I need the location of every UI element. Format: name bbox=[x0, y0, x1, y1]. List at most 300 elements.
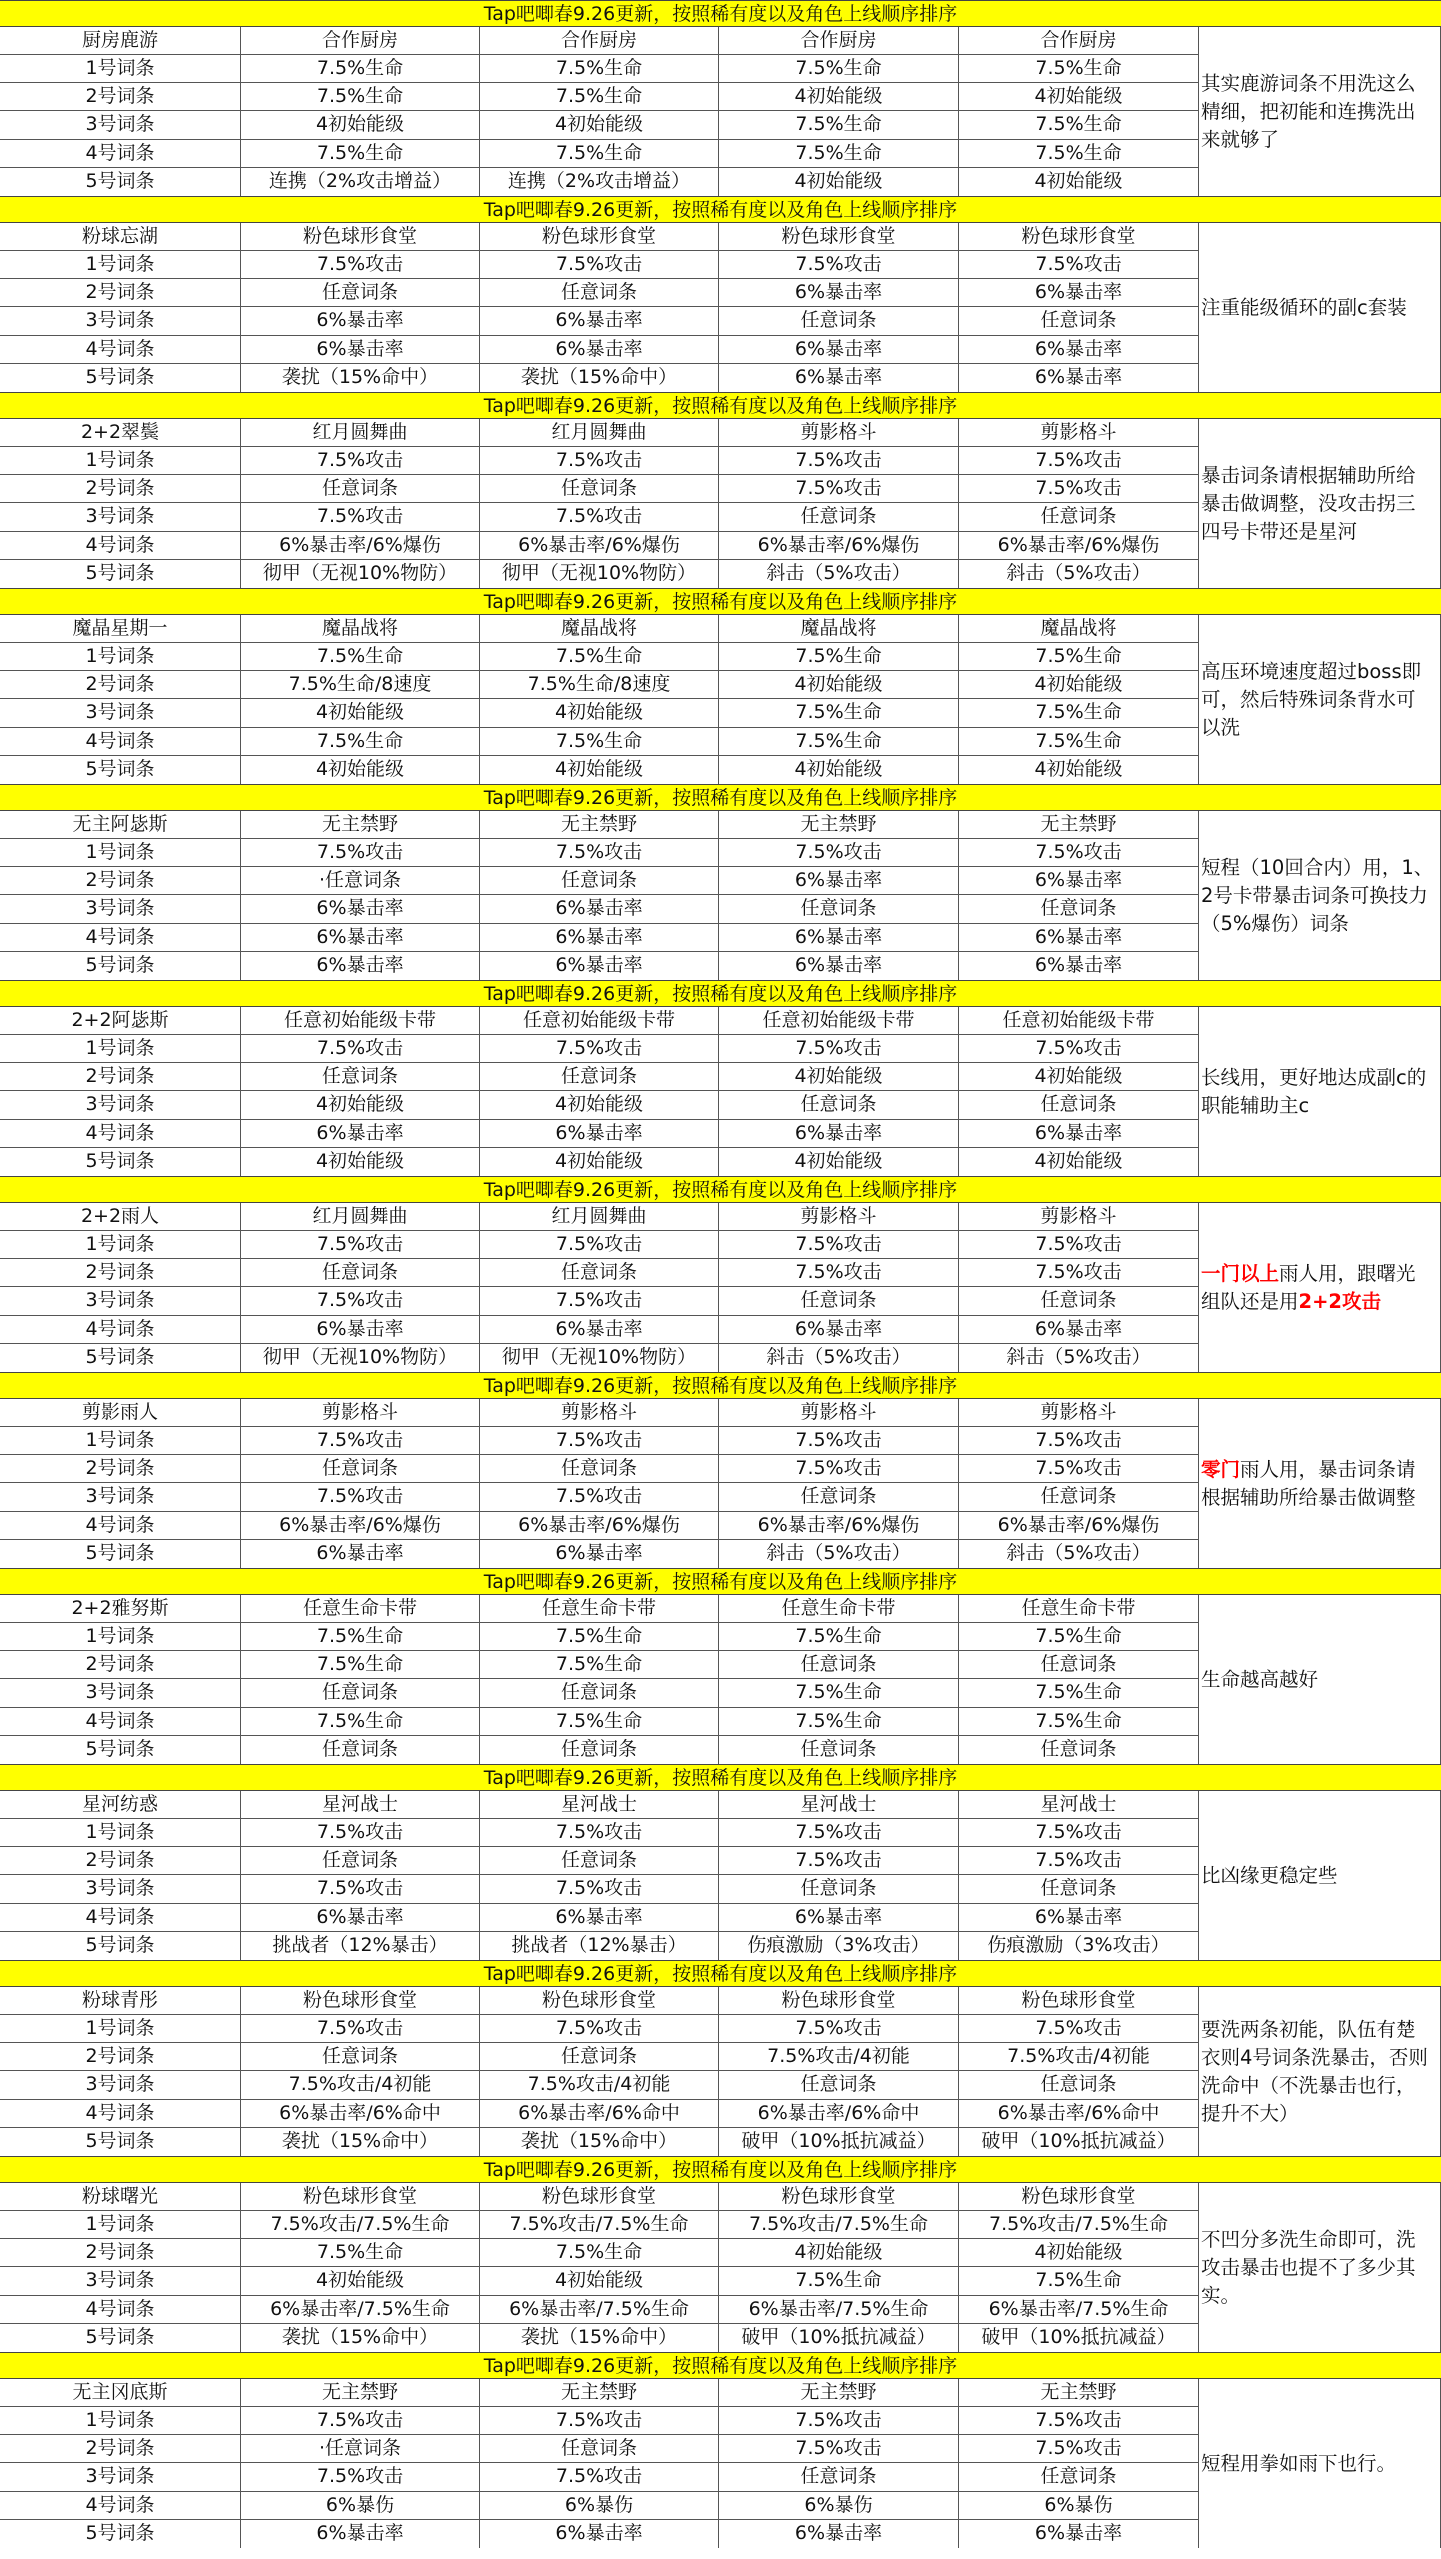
build-table bbox=[0, 1007, 1199, 1176]
slot-label-cell: 2号词条 bbox=[0, 671, 241, 698]
slot-label-cell: 5号词条 bbox=[0, 1932, 241, 1960]
table-cell: 7.5%攻击 bbox=[480, 1875, 719, 1902]
table-cell: 粉色球形食堂 bbox=[959, 223, 1199, 250]
slot-label-cell: 4号词条 bbox=[0, 2492, 241, 2519]
table-cell: 6%暴击率/6%爆伤 bbox=[719, 1512, 959, 1539]
slot-label-cell: 3号词条 bbox=[0, 895, 241, 922]
table-cell: 7.5%生命 bbox=[241, 728, 480, 755]
table-cell: 破甲（10%抵抗减益） bbox=[719, 2324, 959, 2352]
table-cell: 合作厨房 bbox=[241, 27, 480, 54]
table-cell: 6%暴击率 bbox=[719, 1316, 959, 1343]
table-cell: 6%暴击率 bbox=[719, 1904, 959, 1931]
slot-label-cell: 1号词条 bbox=[0, 1819, 241, 1846]
slot-label-cell: 1号词条 bbox=[0, 1623, 241, 1650]
table-row bbox=[0, 1035, 1199, 1063]
table-cell: 4初始能级 bbox=[959, 756, 1199, 784]
build-table bbox=[0, 1399, 1199, 1568]
table-cell: 7.5%攻击 bbox=[480, 1035, 719, 1062]
table-cell: 7.5%生命 bbox=[959, 2267, 1199, 2294]
table-cell: 魔晶战将 bbox=[719, 615, 959, 642]
table-cell: 7.5%攻击 bbox=[480, 2463, 719, 2490]
slot-label-cell: 4号词条 bbox=[0, 336, 241, 363]
table-cell: 7.5%生命 bbox=[480, 643, 719, 670]
note-cell bbox=[1199, 1007, 1441, 1176]
table-header-row bbox=[0, 2183, 1199, 2211]
table-cell: 任意词条 bbox=[480, 1455, 719, 1482]
table-cell: 任意词条 bbox=[480, 475, 719, 502]
table-cell: 7.5%攻击 bbox=[241, 2463, 480, 2490]
table-cell: 6%暴击率 bbox=[241, 1316, 480, 1343]
table-cell: 6%暴击率 bbox=[719, 364, 959, 392]
table-row bbox=[0, 2128, 1199, 2156]
table-cell: 7.5%生命 bbox=[719, 2267, 959, 2294]
table-cell: 7.5%生命 bbox=[241, 83, 480, 110]
table-cell: 7.5%攻击 bbox=[959, 2407, 1199, 2434]
table-cell: 7.5%生命 bbox=[959, 55, 1199, 82]
banner-header: Tap吧唧春9.26更新，按照稀有度以及角色上线顺序排序 bbox=[0, 784, 1441, 811]
table-cell: 7.5%攻击 bbox=[719, 251, 959, 278]
table-cell: 彻甲（无视10%物防） bbox=[480, 560, 719, 588]
slot-label-cell: 3号词条 bbox=[0, 1091, 241, 1118]
table-row bbox=[0, 1904, 1199, 1932]
table-row bbox=[0, 1259, 1199, 1287]
table-cell: 6%暴击率 bbox=[480, 895, 719, 922]
table-row bbox=[0, 2267, 1199, 2295]
table-cell: 7.5%攻击 bbox=[719, 475, 959, 502]
table-cell: 6%暴伤 bbox=[959, 2492, 1199, 2519]
table-row bbox=[0, 728, 1199, 756]
table-cell: 红月圆舞曲 bbox=[480, 419, 719, 446]
table-cell: 6%暴击率 bbox=[959, 364, 1199, 392]
table-cell: 剪影格斗 bbox=[959, 419, 1199, 446]
table-row bbox=[0, 2211, 1199, 2239]
table-cell: 7.5%攻击 bbox=[241, 447, 480, 474]
table-row bbox=[0, 1651, 1199, 1679]
table-cell: 7.5%生命 bbox=[480, 1623, 719, 1650]
table-row bbox=[0, 560, 1199, 588]
table-cell: 4初始能级 bbox=[719, 1063, 959, 1090]
slot-label-cell: 4号词条 bbox=[0, 1708, 241, 1735]
table-cell: 破甲（10%抵抗减益） bbox=[959, 2324, 1199, 2352]
build-block bbox=[0, 811, 1441, 980]
slot-label-cell: 5号词条 bbox=[0, 2128, 241, 2156]
slot-label-cell: 2号词条 bbox=[0, 2239, 241, 2266]
table-cell: 7.5%生命 bbox=[719, 1679, 959, 1706]
table-cell: 6%暴击率 bbox=[959, 1316, 1199, 1343]
table-header-row bbox=[0, 1595, 1199, 1623]
table-cell: 7.5%攻击 bbox=[959, 1847, 1199, 1874]
slot-label-cell: 2号词条 bbox=[0, 1651, 241, 1678]
table-row bbox=[0, 1847, 1199, 1875]
table-cell: 6%暴击率 bbox=[241, 1904, 480, 1931]
note-highlight: 零门 bbox=[1201, 1457, 1241, 1481]
table-row bbox=[0, 1623, 1199, 1651]
table-cell: 7.5%生命 bbox=[959, 1708, 1199, 1735]
table-cell: 任意词条 bbox=[241, 1455, 480, 1482]
slot-label-cell: 3号词条 bbox=[0, 503, 241, 530]
slot-label-cell: 5号词条 bbox=[0, 1736, 241, 1764]
table-cell: 任意词条 bbox=[241, 1847, 480, 1874]
note-fragment: 生命越高越好 bbox=[1201, 1667, 1319, 1691]
table-cell: 粉色球形食堂 bbox=[241, 1987, 480, 2014]
table-cell: 6%暴击率 bbox=[480, 1904, 719, 1931]
table-row bbox=[0, 1063, 1199, 1091]
table-row bbox=[0, 83, 1199, 111]
table-cell: 无主禁野 bbox=[959, 2379, 1199, 2406]
table-cell: 4初始能级 bbox=[241, 1148, 480, 1176]
character-name-cell: 2+2翠鬓 bbox=[0, 419, 241, 446]
table-header-row bbox=[0, 27, 1199, 55]
note-text bbox=[1201, 1666, 1318, 1694]
table-cell: 任意词条 bbox=[959, 1875, 1199, 1902]
table-cell: 4初始能级 bbox=[480, 111, 719, 138]
character-name-cell: 2+2雨人 bbox=[0, 1203, 241, 1230]
table-cell: 6%暴击率/6%爆伤 bbox=[480, 1512, 719, 1539]
table-cell: 4初始能级 bbox=[241, 699, 480, 726]
table-cell: 7.5%攻击/7.5%生命 bbox=[241, 2211, 480, 2238]
table-cell: 7.5%攻击 bbox=[480, 1483, 719, 1510]
table-cell: 7.5%攻击 bbox=[959, 1259, 1199, 1286]
table-cell: 剪影格斗 bbox=[480, 1399, 719, 1426]
note-fragment: 暴击词条请根据辅助所给暴击做调整，没攻击拐三四号卡带还是星河 bbox=[1201, 463, 1416, 543]
note-cell bbox=[1199, 615, 1441, 784]
table-cell: 任意词条 bbox=[959, 1651, 1199, 1678]
table-cell: 任意初始能级卡带 bbox=[241, 1007, 480, 1034]
table-cell: 6%暴击率 bbox=[241, 1540, 480, 1568]
slot-label-cell: 1号词条 bbox=[0, 55, 241, 82]
table-cell: 7.5%生命 bbox=[241, 2239, 480, 2266]
table-cell: 6%暴击率 bbox=[719, 279, 959, 306]
note-text bbox=[1201, 462, 1434, 546]
table-row bbox=[0, 279, 1199, 307]
table-cell: 伤痕激励（3%攻击） bbox=[959, 1932, 1199, 1960]
slot-label-cell: 4号词条 bbox=[0, 924, 241, 951]
table-cell: 4初始能级 bbox=[719, 2239, 959, 2266]
slot-label-cell: 2号词条 bbox=[0, 2435, 241, 2462]
build-table bbox=[0, 1203, 1199, 1372]
table-cell: 7.5%攻击 bbox=[719, 1819, 959, 1846]
table-cell: 任意词条 bbox=[959, 1736, 1199, 1764]
table-cell: 斜击（5%攻击） bbox=[719, 1540, 959, 1568]
character-name-cell: 粉球曙光 bbox=[0, 2183, 241, 2210]
table-row bbox=[0, 1091, 1199, 1119]
table-cell: 6%暴击率 bbox=[959, 924, 1199, 951]
slot-label-cell: 5号词条 bbox=[0, 364, 241, 392]
table-cell: 4初始能级 bbox=[719, 83, 959, 110]
table-cell: 无主禁野 bbox=[480, 811, 719, 838]
table-cell: 挑战者（12%暴击） bbox=[480, 1932, 719, 1960]
table-cell: 任意初始能级卡带 bbox=[959, 1007, 1199, 1034]
table-cell: 6%暴击率/7.5%生命 bbox=[480, 2296, 719, 2323]
table-cell: 7.5%生命 bbox=[241, 1708, 480, 1735]
table-cell: 6%暴击率 bbox=[480, 924, 719, 951]
table-cell: 6%暴击率 bbox=[480, 307, 719, 334]
table-cell: 7.5%生命 bbox=[241, 643, 480, 670]
table-cell: 7.5%攻击/7.5%生命 bbox=[480, 2211, 719, 2238]
table-row bbox=[0, 2463, 1199, 2491]
table-cell: 任意词条 bbox=[480, 1736, 719, 1764]
character-name-cell: 厨房鹿游 bbox=[0, 27, 241, 54]
build-table bbox=[0, 811, 1199, 980]
note-cell bbox=[1199, 1987, 1441, 2156]
table-cell: 4初始能级 bbox=[480, 699, 719, 726]
build-block bbox=[0, 2183, 1441, 2352]
table-cell: 7.5%攻击 bbox=[959, 1231, 1199, 1258]
table-cell: 袭扰（15%命中） bbox=[241, 2128, 480, 2156]
table-cell: 6%暴击率 bbox=[959, 279, 1199, 306]
table-row bbox=[0, 1483, 1199, 1511]
table-cell: 6%暴伤 bbox=[719, 2492, 959, 2519]
table-row bbox=[0, 336, 1199, 364]
table-cell: 4初始能级 bbox=[241, 1091, 480, 1118]
table-cell: 任意词条 bbox=[959, 1483, 1199, 1510]
table-row bbox=[0, 1231, 1199, 1259]
table-row bbox=[0, 2407, 1199, 2435]
build-block bbox=[0, 223, 1441, 392]
note-fragment: 比凶缘更稳定些 bbox=[1201, 1863, 1338, 1887]
table-row bbox=[0, 2492, 1199, 2520]
build-block bbox=[0, 1007, 1441, 1176]
note-cell bbox=[1199, 1595, 1441, 1764]
table-cell: 7.5%攻击 bbox=[719, 839, 959, 866]
banner-header: Tap吧唧春9.26更新，按照稀有度以及角色上线顺序排序 bbox=[0, 196, 1441, 223]
table-header-row bbox=[0, 419, 1199, 447]
slot-label-cell: 5号词条 bbox=[0, 168, 241, 196]
table-row bbox=[0, 1708, 1199, 1736]
build-block bbox=[0, 615, 1441, 784]
table-cell: 剪影格斗 bbox=[959, 1203, 1199, 1230]
table-cell: 6%暴击率 bbox=[959, 1904, 1199, 1931]
note-fragment: 长线用，更好地达成副c的职能辅助主c bbox=[1201, 1065, 1427, 1117]
table-cell: 任意词条 bbox=[959, 895, 1199, 922]
table-cell: 6%暴击率 bbox=[959, 336, 1199, 363]
table-row bbox=[0, 2071, 1199, 2099]
table-cell: 7.5%攻击 bbox=[480, 1819, 719, 1846]
table-cell: 剪影格斗 bbox=[241, 1399, 480, 1426]
table-cell: 6%暴击率/6%命中 bbox=[719, 2100, 959, 2127]
slot-label-cell: 2号词条 bbox=[0, 1259, 241, 1286]
table-cell: 7.5%攻击 bbox=[959, 251, 1199, 278]
note-fragment: 雨人用，暴击词条请根据辅助所给暴击做调整 bbox=[1201, 1457, 1416, 1509]
table-cell: 6%暴击率/6%爆伤 bbox=[241, 532, 480, 559]
table-cell: 7.5%生命 bbox=[719, 699, 959, 726]
slot-label-cell: 5号词条 bbox=[0, 952, 241, 980]
table-cell: 任意生命卡带 bbox=[480, 1595, 719, 1622]
slot-label-cell: 1号词条 bbox=[0, 251, 241, 278]
slot-label-cell: 3号词条 bbox=[0, 2463, 241, 2490]
table-cell: 6%暴击率 bbox=[241, 307, 480, 334]
table-cell: 任意生命卡带 bbox=[719, 1595, 959, 1622]
table-row bbox=[0, 2324, 1199, 2352]
table-cell: 6%暴击率 bbox=[241, 1120, 480, 1147]
table-cell: 任意生命卡带 bbox=[959, 1595, 1199, 1622]
table-cell: 任意初始能级卡带 bbox=[719, 1007, 959, 1034]
table-cell: 7.5%生命 bbox=[959, 643, 1199, 670]
table-cell: 合作厨房 bbox=[959, 27, 1199, 54]
table-cell: 星河战士 bbox=[241, 1791, 480, 1818]
table-row bbox=[0, 756, 1199, 784]
table-cell: 彻甲（无视10%物防） bbox=[241, 560, 480, 588]
table-cell: 7.5%攻击 bbox=[241, 1875, 480, 1902]
table-cell: 剪影格斗 bbox=[719, 1399, 959, 1426]
table-cell: 7.5%攻击 bbox=[480, 1231, 719, 1258]
note-highlight: 一门以上 bbox=[1201, 1261, 1280, 1285]
note-text bbox=[1201, 294, 1407, 322]
table-cell: 6%暴击率 bbox=[480, 1540, 719, 1568]
note-fragment: 雨人用，跟曙光组队还是用 bbox=[1201, 1261, 1416, 1313]
table-cell: 剪影格斗 bbox=[719, 419, 959, 446]
note-cell bbox=[1199, 419, 1441, 588]
note-highlight: 2+2攻击 bbox=[1298, 1289, 1381, 1313]
table-header-row bbox=[0, 1987, 1199, 2015]
table-cell: 任意词条 bbox=[241, 475, 480, 502]
table-cell: 7.5%攻击 bbox=[480, 2407, 719, 2434]
table-cell: 4初始能级 bbox=[241, 756, 480, 784]
table-cell: 7.5%攻击 bbox=[480, 251, 719, 278]
table-cell: 7.5%生命 bbox=[959, 728, 1199, 755]
table-cell: 6%暴击率 bbox=[241, 2520, 480, 2548]
table-cell: 7.5%攻击 bbox=[480, 2015, 719, 2042]
table-cell: 任意词条 bbox=[959, 2071, 1199, 2098]
banner-header: Tap吧唧春9.26更新，按照稀有度以及角色上线顺序排序 bbox=[0, 1764, 1441, 1791]
table-row bbox=[0, 1932, 1199, 1960]
table-cell: 6%暴击率/6%爆伤 bbox=[959, 1512, 1199, 1539]
table-cell: 4初始能级 bbox=[719, 168, 959, 196]
table-cell: 4初始能级 bbox=[719, 671, 959, 698]
table-cell: 袭扰（15%命中） bbox=[241, 2324, 480, 2352]
table-cell: 4初始能级 bbox=[480, 2267, 719, 2294]
table-row bbox=[0, 1875, 1199, 1903]
slot-label-cell: 4号词条 bbox=[0, 1120, 241, 1147]
table-cell: 6%暴击率 bbox=[480, 952, 719, 980]
table-cell: 4初始能级 bbox=[959, 1063, 1199, 1090]
build-table bbox=[0, 1987, 1199, 2156]
slot-label-cell: 2号词条 bbox=[0, 1847, 241, 1874]
table-cell: 粉色球形食堂 bbox=[959, 2183, 1199, 2210]
build-block bbox=[0, 1203, 1441, 1372]
slot-label-cell: 2号词条 bbox=[0, 1455, 241, 1482]
table-cell: 任意词条 bbox=[241, 279, 480, 306]
slot-label-cell: 4号词条 bbox=[0, 2100, 241, 2127]
table-cell: 星河战士 bbox=[959, 1791, 1199, 1818]
table-cell: 任意词条 bbox=[480, 2043, 719, 2070]
table-cell: 任意词条 bbox=[719, 1483, 959, 1510]
table-cell: 6%暴击率 bbox=[719, 867, 959, 894]
table-cell: 袭扰（15%命中） bbox=[480, 2324, 719, 2352]
table-cell: 7.5%攻击 bbox=[959, 839, 1199, 866]
table-cell: 7.5%攻击/4初能 bbox=[480, 2071, 719, 2098]
table-row bbox=[0, 1148, 1199, 1176]
table-cell: 7.5%生命 bbox=[480, 2239, 719, 2266]
table-cell: 4初始能级 bbox=[480, 756, 719, 784]
table-cell: 6%暴击率/7.5%生命 bbox=[719, 2296, 959, 2323]
table-cell: 任意词条 bbox=[959, 2463, 1199, 2490]
table-cell: 7.5%攻击 bbox=[959, 1819, 1199, 1846]
table-cell: 任意词条 bbox=[480, 1679, 719, 1706]
note-cell bbox=[1199, 2183, 1441, 2352]
build-block bbox=[0, 1399, 1441, 1568]
table-cell: 4初始能级 bbox=[719, 756, 959, 784]
slot-label-cell: 3号词条 bbox=[0, 2267, 241, 2294]
table-cell: 6%暴击率 bbox=[959, 952, 1199, 980]
banner-header: Tap吧唧春9.26更新，按照稀有度以及角色上线顺序排序 bbox=[0, 0, 1441, 27]
table-cell: 6%暴击率/7.5%生命 bbox=[959, 2296, 1199, 2323]
table-cell: 7.5%攻击 bbox=[480, 503, 719, 530]
table-row bbox=[0, 2043, 1199, 2071]
build-block bbox=[0, 1595, 1441, 1764]
slot-label-cell: 5号词条 bbox=[0, 1540, 241, 1568]
slot-label-cell: 2号词条 bbox=[0, 475, 241, 502]
table-cell: 6%暴击率/6%爆伤 bbox=[241, 1512, 480, 1539]
slot-label-cell: 1号词条 bbox=[0, 2211, 241, 2238]
table-cell: 彻甲（无视10%物防） bbox=[480, 1344, 719, 1372]
table-cell: 7.5%攻击 bbox=[241, 839, 480, 866]
table-cell: 6%暴击率 bbox=[480, 1120, 719, 1147]
note-text bbox=[1201, 658, 1434, 742]
table-cell: 7.5%生命 bbox=[959, 699, 1199, 726]
table-cell: 7.5%攻击 bbox=[480, 1427, 719, 1454]
build-table bbox=[0, 27, 1199, 196]
build-table bbox=[0, 1791, 1199, 1960]
slot-label-cell: 3号词条 bbox=[0, 1875, 241, 1902]
table-cell: 袭扰（15%命中） bbox=[480, 2128, 719, 2156]
table-cell: 无主禁野 bbox=[241, 811, 480, 838]
table-cell: 7.5%生命 bbox=[959, 1623, 1199, 1650]
table-cell: 7.5%攻击 bbox=[719, 1035, 959, 1062]
build-block bbox=[0, 2379, 1441, 2548]
table-cell: 7.5%生命 bbox=[480, 728, 719, 755]
table-cell: 粉色球形食堂 bbox=[241, 2183, 480, 2210]
character-name-cell: 2+2阿毖斯 bbox=[0, 1007, 241, 1034]
table-cell: 魔晶战将 bbox=[959, 615, 1199, 642]
table-cell: 6%暴伤 bbox=[480, 2492, 719, 2519]
build-table bbox=[0, 223, 1199, 392]
table-cell: 星河战士 bbox=[480, 1791, 719, 1818]
table-cell: 任意词条 bbox=[241, 1679, 480, 1706]
table-cell: 粉色球形食堂 bbox=[241, 223, 480, 250]
slot-label-cell: 5号词条 bbox=[0, 2324, 241, 2352]
banner-header: Tap吧唧春9.26更新，按照稀有度以及角色上线顺序排序 bbox=[0, 588, 1441, 615]
table-cell: 7.5%攻击 bbox=[719, 447, 959, 474]
character-name-cell: 无主冈底斯 bbox=[0, 2379, 241, 2406]
table-cell: 7.5%生命 bbox=[719, 1708, 959, 1735]
table-header-row bbox=[0, 223, 1199, 251]
table-cell: 斜击（5%攻击） bbox=[959, 1540, 1199, 1568]
slot-label-cell: 4号词条 bbox=[0, 1512, 241, 1539]
table-cell: 7.5%攻击 bbox=[719, 1427, 959, 1454]
slot-label-cell: 1号词条 bbox=[0, 1427, 241, 1454]
table-cell: 合作厨房 bbox=[480, 27, 719, 54]
table-cell: 任意词条 bbox=[480, 279, 719, 306]
table-row bbox=[0, 447, 1199, 475]
slot-label-cell: 4号词条 bbox=[0, 1316, 241, 1343]
table-header-row bbox=[0, 1203, 1199, 1231]
table-cell: 7.5%攻击 bbox=[241, 2015, 480, 2042]
table-cell: 7.5%生命 bbox=[480, 1651, 719, 1678]
table-cell: 7.5%攻击 bbox=[959, 2015, 1199, 2042]
table-cell: 星河战士 bbox=[719, 1791, 959, 1818]
table-cell: 7.5%攻击 bbox=[719, 1231, 959, 1258]
note-text bbox=[1201, 2450, 1396, 2478]
table-cell: 7.5%攻击/7.5%生命 bbox=[719, 2211, 959, 2238]
table-cell: 任意词条 bbox=[480, 1259, 719, 1286]
table-cell: 4初始能级 bbox=[959, 168, 1199, 196]
build-block bbox=[0, 419, 1441, 588]
table-cell: 彻甲（无视10%物防） bbox=[241, 1344, 480, 1372]
note-fragment: 短程用拳如雨下也行。 bbox=[1201, 2451, 1397, 2475]
table-row bbox=[0, 699, 1199, 727]
table-row bbox=[0, 643, 1199, 671]
